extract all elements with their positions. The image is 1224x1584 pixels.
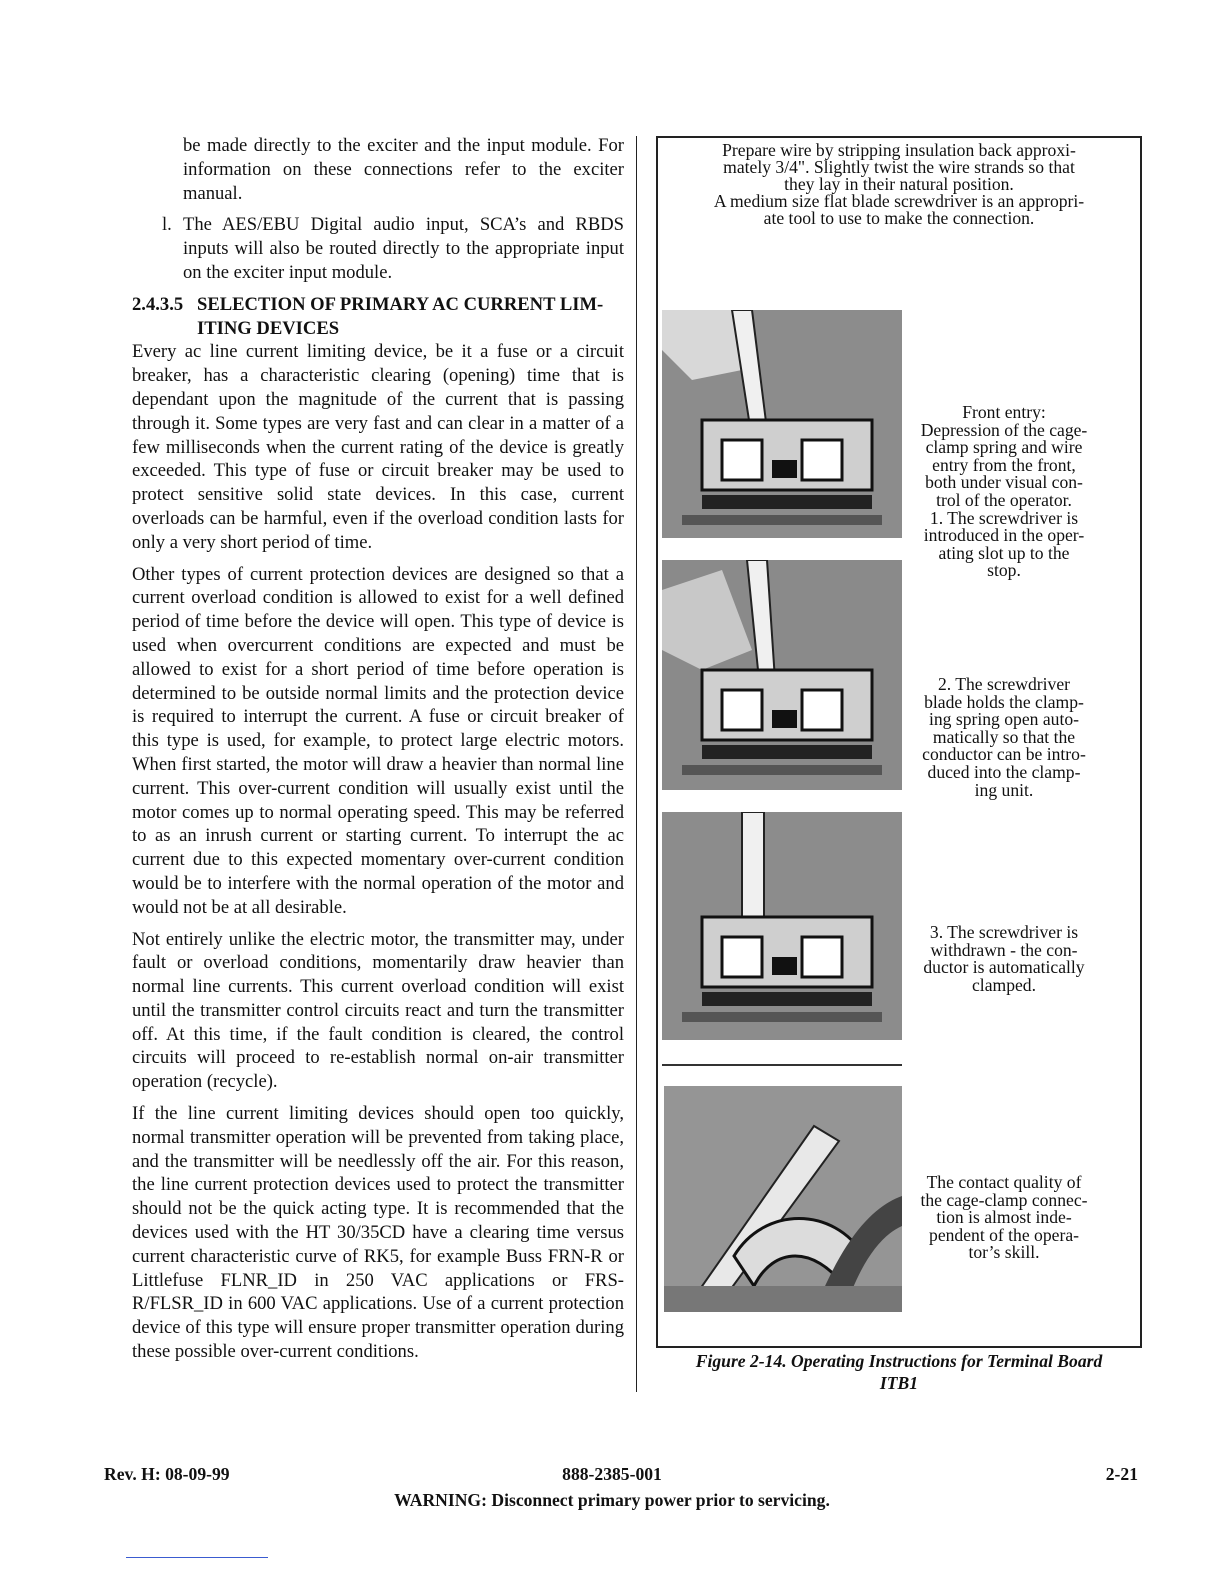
- body-paragraph: Every ac line current limiting device, be it a fuse or a circuit breaker, has a characteristic clearing (opening) time that is dependant upon the magnitude of the current that is passing through it. Some types are very fast and can clear in a matter of a few milliseconds when the current rating of the device is greatly exceeded. This type of fuse or circuit breaker may be used to protect sensitive solid state devices. In this case, current overloads can be harmful, even if the overload condition lasts for only a very short period of time.: [132, 341, 624, 553]
- page-number: 2-21: [1105, 1464, 1138, 1484]
- step4-line: The contact quality of: [926, 1172, 1082, 1192]
- footnote-rule: [126, 1557, 268, 1558]
- section-number: 2.4.3.5: [132, 293, 184, 315]
- step3-text: [908, 924, 1100, 994]
- section-title-line2: ITING DEVICES: [197, 317, 340, 339]
- step4-line: the cage-clamp connec-: [920, 1189, 1088, 1210]
- list-item-text: The AES/EBU Digital audio input, SCA’s and RBDS inputs will also be routed directly to the appropriate input on the exciter input module.: [183, 214, 624, 283]
- step3-line: clamped.: [972, 974, 1036, 995]
- step1-line: entry from the front,: [932, 454, 1076, 475]
- intro-line: mately 3/4". Slightly twist the wire strands so that: [723, 157, 1075, 177]
- step2-line: blade holds the clamp-: [924, 691, 1084, 712]
- intro-line: ate tool to use to make the connection.: [763, 208, 1035, 228]
- part-number: 888-2385-001: [562, 1464, 662, 1484]
- step4-line: pendent of the opera-: [929, 1224, 1079, 1245]
- intro-line: Prepare wire by stripping insulation back approxi-: [722, 140, 1076, 160]
- column-divider: [636, 136, 637, 1392]
- step1-text: [908, 404, 1100, 580]
- step1-photo: [662, 310, 902, 538]
- intro-line: they lay in their natural position.: [784, 174, 1014, 194]
- revision-label: Rev. H: 08-09-99: [104, 1464, 230, 1484]
- step3-line: ductor is automatically: [923, 957, 1085, 978]
- caption-line: Figure 2-14. Operating Instructions for Terminal Board: [695, 1351, 1103, 1371]
- step4-text: [908, 1174, 1100, 1262]
- step4-line: tor’s skill.: [968, 1242, 1040, 1263]
- figure-caption: [676, 1350, 1122, 1394]
- step2-line: matically so that the: [932, 726, 1076, 747]
- caption-line: ITB1: [879, 1373, 919, 1393]
- body-paragraph: Not entirely unlike the electric motor, the transmitter may, under fault or overload conditions, momentarily draw heavier than normal line currents. This current overload condition will exist until the transmitter control circuits react and turn the transmitter off. At this time, if the fault condition is cleared, the control circuits will proceed to re-establish normal on-air transmitter operation (recycle).: [132, 928, 624, 1093]
- intro-line: A medium size flat blade screwdriver is an appropri-: [713, 191, 1085, 211]
- continuation-paragraph: be made directly to the exciter and the input module. For information on these connections refer to the exciter manual.: [183, 135, 624, 204]
- figure-separator: [662, 1064, 902, 1066]
- step2-line: ing unit.: [974, 779, 1034, 800]
- step4-line: tion is almost inde-: [936, 1207, 1072, 1228]
- warning-text: WARNING: Disconnect primary power prior to servicing.: [394, 1490, 830, 1510]
- body-paragraph: If the line current limiting devices should open too quickly, normal transmitter operation will be prevented from taking place, and the transmitter will be needlessly off the air. For this reason, the line current protection devices used to protect the transmitter should not be the quick acting type. It is recommended that the devices used with the HT 30/35CD have a clearing time versus current characteristic curve of RK5, for example Buss FRN-R or Littlefuse FLNR_ID in 250 VAC applications or FRS-R/FLSR_ID in 600 VAC applications. Use of a current protection device of this type will ensure proper transmitter operation during these possible over-current conditions.: [132, 1103, 624, 1363]
- list-marker: l.: [162, 214, 172, 236]
- step1-line: 1. The screwdriver is: [929, 507, 1079, 528]
- section-title-line1: SELECTION OF PRIMARY AC CURRENT LIM-: [197, 293, 604, 315]
- section-heading: [132, 293, 624, 341]
- step3-line: 3. The screwdriver is: [929, 922, 1079, 942]
- step3-line: withdrawn - the con-: [930, 939, 1078, 960]
- step2-line: 2. The screwdriver: [937, 674, 1071, 694]
- body-paragraph: Other types of current protection devices are designed so that a current overload condition is allowed to exist for a well defined period of time before the device will open. This type of device is used when overcurrent conditions are expected and must be allowed to exist for a short period of time before operation is determined to be outside normal limits and the protection device is required to interrupt the current. A fuse or circuit breaker of this type is used, for example, to protect large electric motors. When first started, the motor will draw a heavier than normal line current. This over-current condition will usually exist until the motor comes up to normal operating speed. This may be referred to as an inrush current or starting current. To interrupt the ac current due to this expected momentary over-current condition would be to interfere with the normal operation of the motor and would not be at all desirable.: [132, 563, 624, 918]
- step2-line: ing spring open auto-: [928, 709, 1079, 730]
- step1-line: both under visual con-: [925, 472, 1083, 493]
- step2-line: duced into the clamp-: [927, 761, 1081, 782]
- figure-intro: [668, 142, 1130, 227]
- list-item: [132, 213, 624, 284]
- step2-photo: [662, 560, 902, 790]
- step2-text: [908, 676, 1100, 799]
- step3-photo: [662, 812, 902, 1040]
- left-column: [132, 134, 624, 1372]
- step1-line: clamp spring and wire: [925, 437, 1083, 458]
- step1-line: ating slot up to the: [938, 542, 1070, 563]
- step2-line: conductor can be intro-: [922, 744, 1086, 765]
- step1-line: Front entry:: [962, 402, 1046, 422]
- step1-line: trol of the operator.: [936, 489, 1072, 510]
- step1-line: Depression of the cage-: [920, 419, 1088, 440]
- step1-line: stop.: [987, 560, 1021, 581]
- step4-photo: [664, 1086, 902, 1312]
- step1-line: introduced in the oper-: [923, 525, 1085, 546]
